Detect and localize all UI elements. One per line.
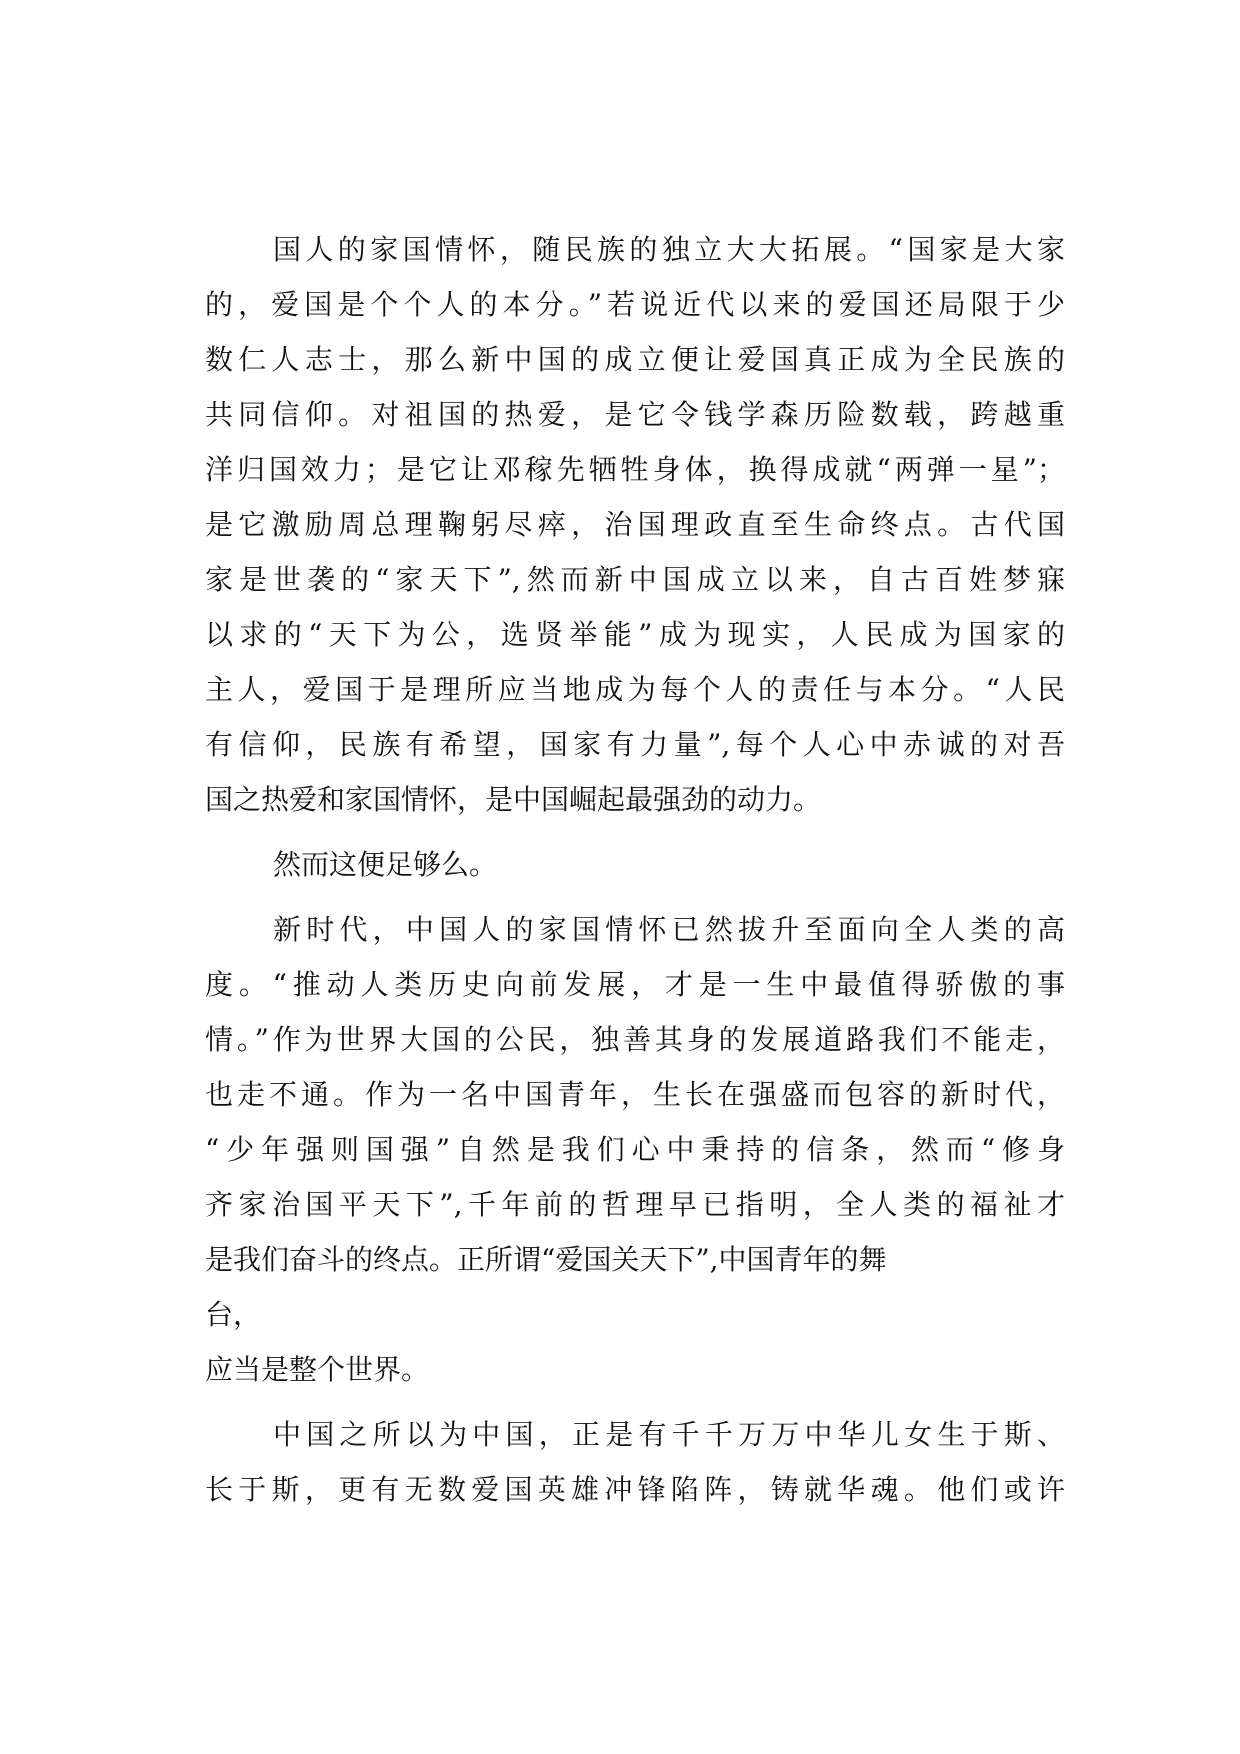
paragraph-line: 情。”作为世界大国的公民，独善其身的发展道路我们不能走，: [205, 1023, 1065, 1056]
paragraph-gap: [205, 827, 1065, 837]
paragraph-gap: [205, 1397, 1065, 1407]
paragraph-line: 新时代，中国人的家国情怀已然拔升至面向全人类的高: [273, 913, 1065, 946]
paragraph-line: 共同信仰。对祖国的热爱，是它令钱学森历险数载，跨越重: [205, 398, 1065, 431]
paragraph-4: [205, 1407, 1065, 1517]
paragraph-line: 国之热爱和家国情怀，是中国崛起最强劲的动力。: [205, 783, 822, 816]
paragraph-line: 中国之所以为中国，正是有千千万万中华儿女生于斯、: [273, 1418, 1065, 1451]
paragraph-line: 的，爱国是个个人的本分。”若说近代以来的爱国还局限于少: [205, 288, 1065, 321]
paragraph-line: 家是世袭的“家天下”,然而新中国成立以来，自古百姓梦寐: [205, 563, 1065, 596]
paragraph-line: 以求的“天下为公，选贤举能”成为现实，人民成为国家的: [205, 618, 1065, 651]
paragraph-line: 数仁人志士，那么新中国的成立便让爱国真正成为全民族的: [205, 343, 1065, 376]
paragraph-line: 国人的家国情怀，随民族的独立大大拓展。“国家是大家: [273, 233, 1065, 266]
paragraph-line: 度。“推动人类历史向前发展，才是一生中最值得骄傲的事: [205, 968, 1065, 1001]
paragraph-line: 长于斯，更有无数爱国英雄冲锋陷阵，铸就华魂。他们或许: [205, 1473, 1065, 1506]
paragraph-line: 是我们奋斗的终点。正所谓“爱国关天下”,中国青年的舞: [205, 1243, 887, 1276]
paragraph-gap: [205, 892, 1065, 902]
paragraph-line: 是它激励周总理鞠躬尽瘁，治国理政直至生命终点。古代国: [205, 508, 1065, 541]
paragraph-line: 然而这便足够么。: [273, 848, 498, 881]
paragraph-line: 台，: [205, 1298, 262, 1331]
paragraph-3: [205, 902, 1065, 1397]
paragraph-line: 应当是整个世界。: [205, 1353, 430, 1386]
paragraph-line: “少年强则国强”自然是我们心中秉持的信条，然而“修身: [205, 1133, 1065, 1166]
paragraph-line: 有信仰，民族有希望，国家有力量”,每个人心中赤诚的对吾: [205, 728, 1065, 761]
document-body: [205, 222, 1065, 1517]
paragraph-line: 齐家治国平天下”,千年前的哲理早已指明，全人类的福祉才: [205, 1188, 1065, 1221]
paragraph-line: 也走不通。作为一名中国青年，生长在强盛而包容的新时代，: [205, 1078, 1065, 1111]
paragraph-1: [205, 222, 1065, 827]
paragraph-line: 主人，爱国于是理所应当地成为每个人的责任与本分。“人民: [205, 673, 1065, 706]
paragraph-line: 洋归国效力；是它让邓稼先牺牲身体，换得成就“两弹一星”；: [205, 453, 1065, 486]
paragraph-2: [205, 837, 1065, 892]
